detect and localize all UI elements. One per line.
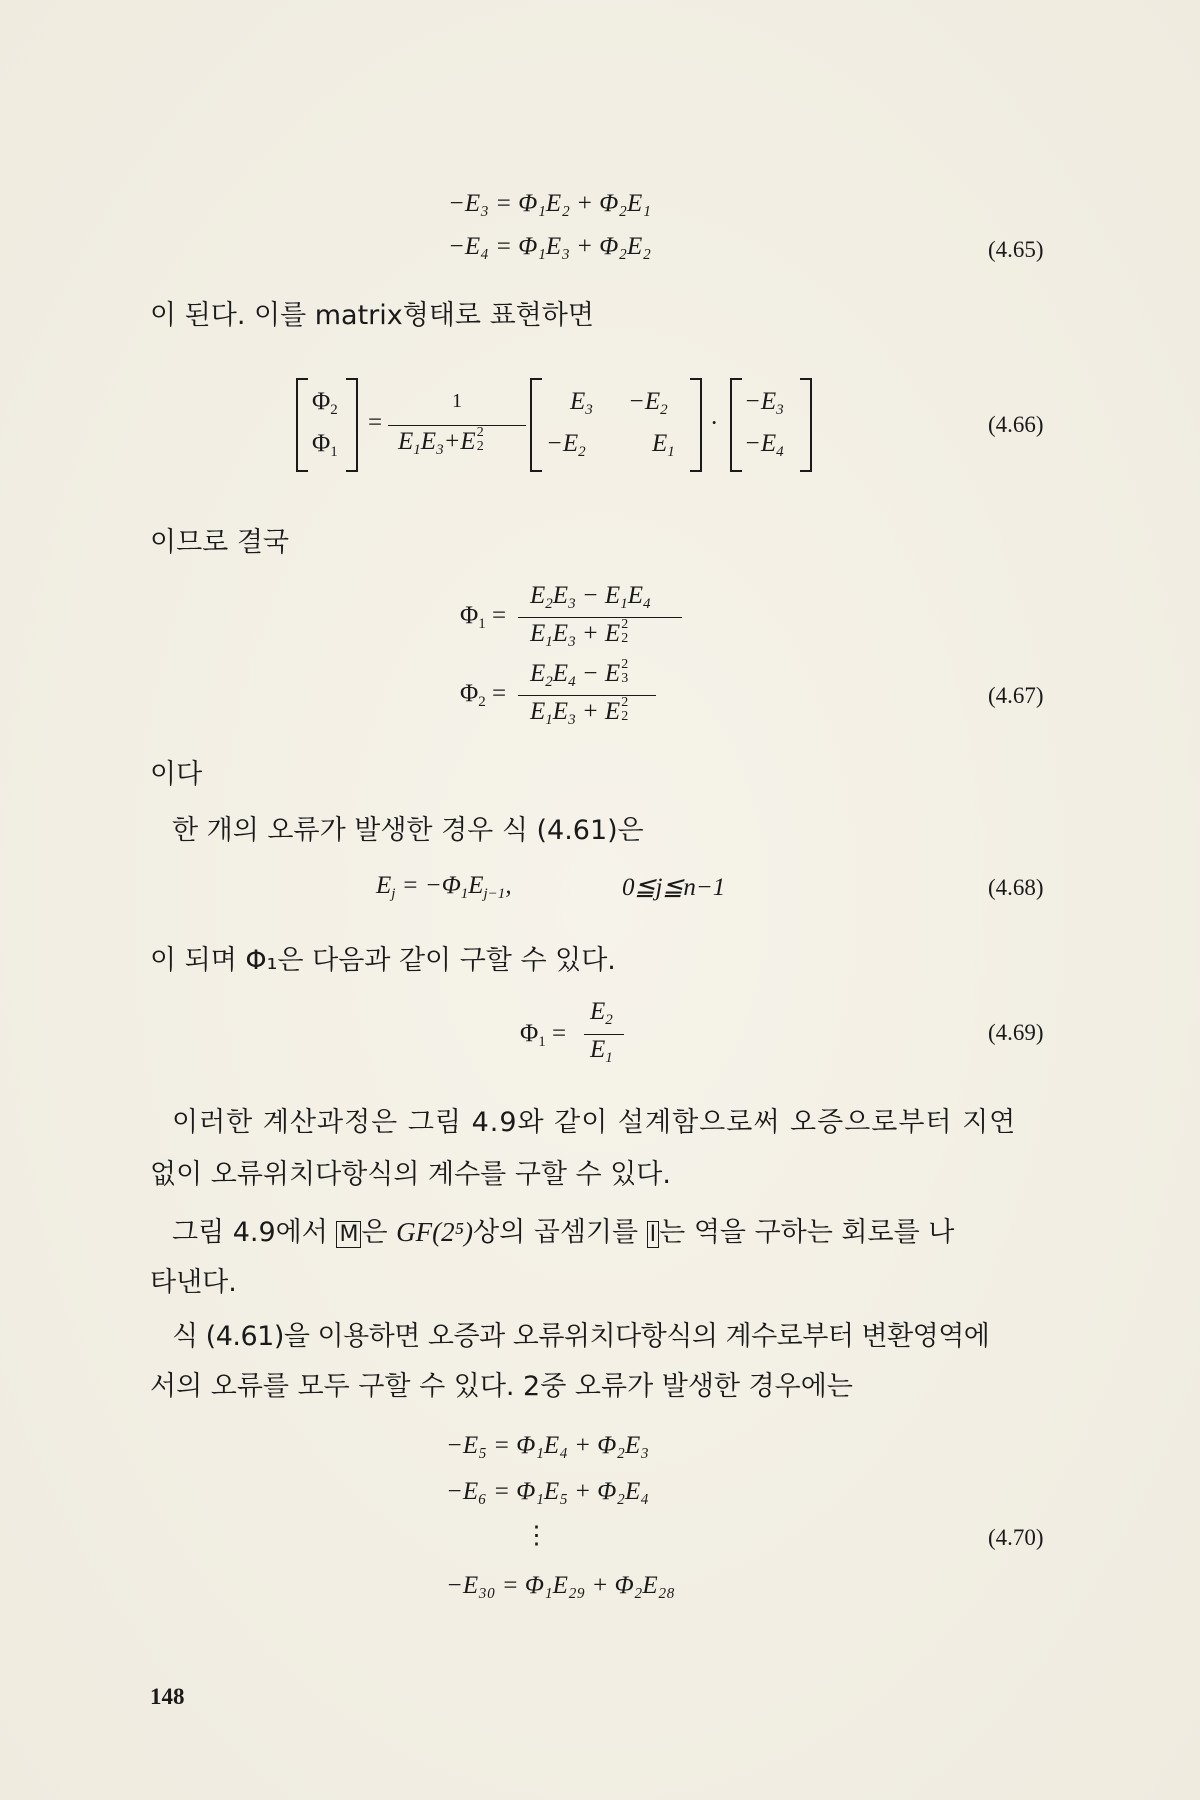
page-number: 148 xyxy=(150,1684,185,1709)
eq-number-4-69: (4.69) xyxy=(988,1020,1044,1045)
para3-line1: 식 (4.61)을 이용하면 오증과 오류위치다항식의 계수로부터 변환영역에 xyxy=(172,1321,990,1352)
text-thus: 이므로 결국 xyxy=(150,527,289,558)
eq-4-70-vdots: ⋮ xyxy=(524,1522,549,1549)
eq-4-65-line2: −E₄ = Φ₁E₃ + Φ₂E₂ xyxy=(448,233,651,260)
text-single-error: 한 개의 오류가 발생한 경우 식 (4.61)은 xyxy=(172,815,644,846)
eq-number-4-70: (4.70) xyxy=(988,1525,1044,1550)
page: −E₃ = Φ₁E₂ + Φ₂E₁ −E₄ = Φ₁E₃ + Φ₂E₂ (4.65) 이 된다. 이를 matrix형태로 표현하면 $\Phi_2$ $\Phi_1$ = 1 $E_1E_3+E$ 2 2 $E_3$ $-E_2$ $-E_2$ $E_1$ · $-E_3$ $-E_4$ (4.66) 이므로 결국 $\Phi_1$ = $E_2E_3 - E_1E_4$ $E_1E_3 + E$ 2 2 $\Phi_2$ = $E_2E_4 - E$ 2 3 $E_1E_3 + E$ 2 2 (4.67) 이다 한 개의 오류가 발생한 경우 식 (4.61)은 $E_j = -\Phi_1E_{j-1}$, 0≦j≦n−1 (4.68) 이 되며 Φ₁은 다음과 같이 구할 수 있다. $\Phi_1$ = $E_2$ $E_1$ (4.69) 이러한 계산과정은 그림 4.9와 같이 설계함으로써 오증으로부터 지연 없이 오류위치다항식의 계수를 구할 수 있다. 그림 4.9에서 M 은 GF(2⁵)상의 곱셈기를 I 는 역을 구하는 회로를 나 타낸다. 식 (4.61)을 이용하면 오증과 오류위치다항식의 계수로부터 변환영역에 서의 오류를 모두 구할 수 있다. 2중 오류가 발생한 경우에는 −E₅ = Φ₁E₄ + Φ₂E₃ −E₆ = Φ₁E₅ + Φ₂E₄ ⋮ −E₃₀ = Φ₁E₂₉ + Φ₂E₂₈ (4.70) 148 xyxy=(0,0,1200,1800)
eq-number-4-66: (4.66) xyxy=(988,412,1044,437)
eq-4-65-line1: −E₃ = Φ₁E₂ + Φ₂E₁ xyxy=(448,190,651,217)
text-phi1-find: 이 되며 Φ₁은 다음과 같이 구할 수 있다. xyxy=(150,945,616,976)
para1-line1: 이러한 계산과정은 그림 4.9와 같이 설계함으로써 오증으로부터 지연 xyxy=(172,1107,1017,1138)
text-matrix-intro: 이 된다. 이를 matrix형태로 표현하면 xyxy=(150,300,594,331)
eq-4-70-line1: −E₅ = Φ₁E₄ + Φ₂E₃ xyxy=(446,1432,649,1459)
para1-line2: 없이 오류위치다항식의 계수를 구할 수 있다. xyxy=(150,1159,671,1190)
eq-4-70-line3: −E₃₀ = Φ₁E₂₉ + Φ₂E₂₈ xyxy=(446,1572,676,1599)
eq-4-70-line2: −E₆ = Φ₁E₅ + Φ₂E₄ xyxy=(446,1478,649,1505)
para2-line2: 타낸다. xyxy=(150,1267,237,1298)
eq-4-68: $E_j = -\Phi_1E_{j-1}$, xyxy=(376,872,512,902)
eq-4-68-condition: 0≦j≦n−1 xyxy=(622,874,726,901)
para3-line2: 서의 오류를 모두 구할 수 있다. 2중 오류가 발생한 경우에는 xyxy=(150,1371,853,1402)
eq-number-4-68: (4.68) xyxy=(988,875,1044,900)
multiplier-box-m: M xyxy=(336,1221,361,1248)
text-is: 이다 xyxy=(150,759,203,790)
eq-number-4-65: (4.65) xyxy=(988,237,1044,262)
inverse-box-i: I xyxy=(647,1221,660,1248)
para2-line1: 그림 4.9에서 M 은 GF(2⁵)상의 곱셈기를 I 는 역을 구하는 회로를 나 xyxy=(172,1217,955,1248)
eq-number-4-67: (4.67) xyxy=(988,683,1044,708)
